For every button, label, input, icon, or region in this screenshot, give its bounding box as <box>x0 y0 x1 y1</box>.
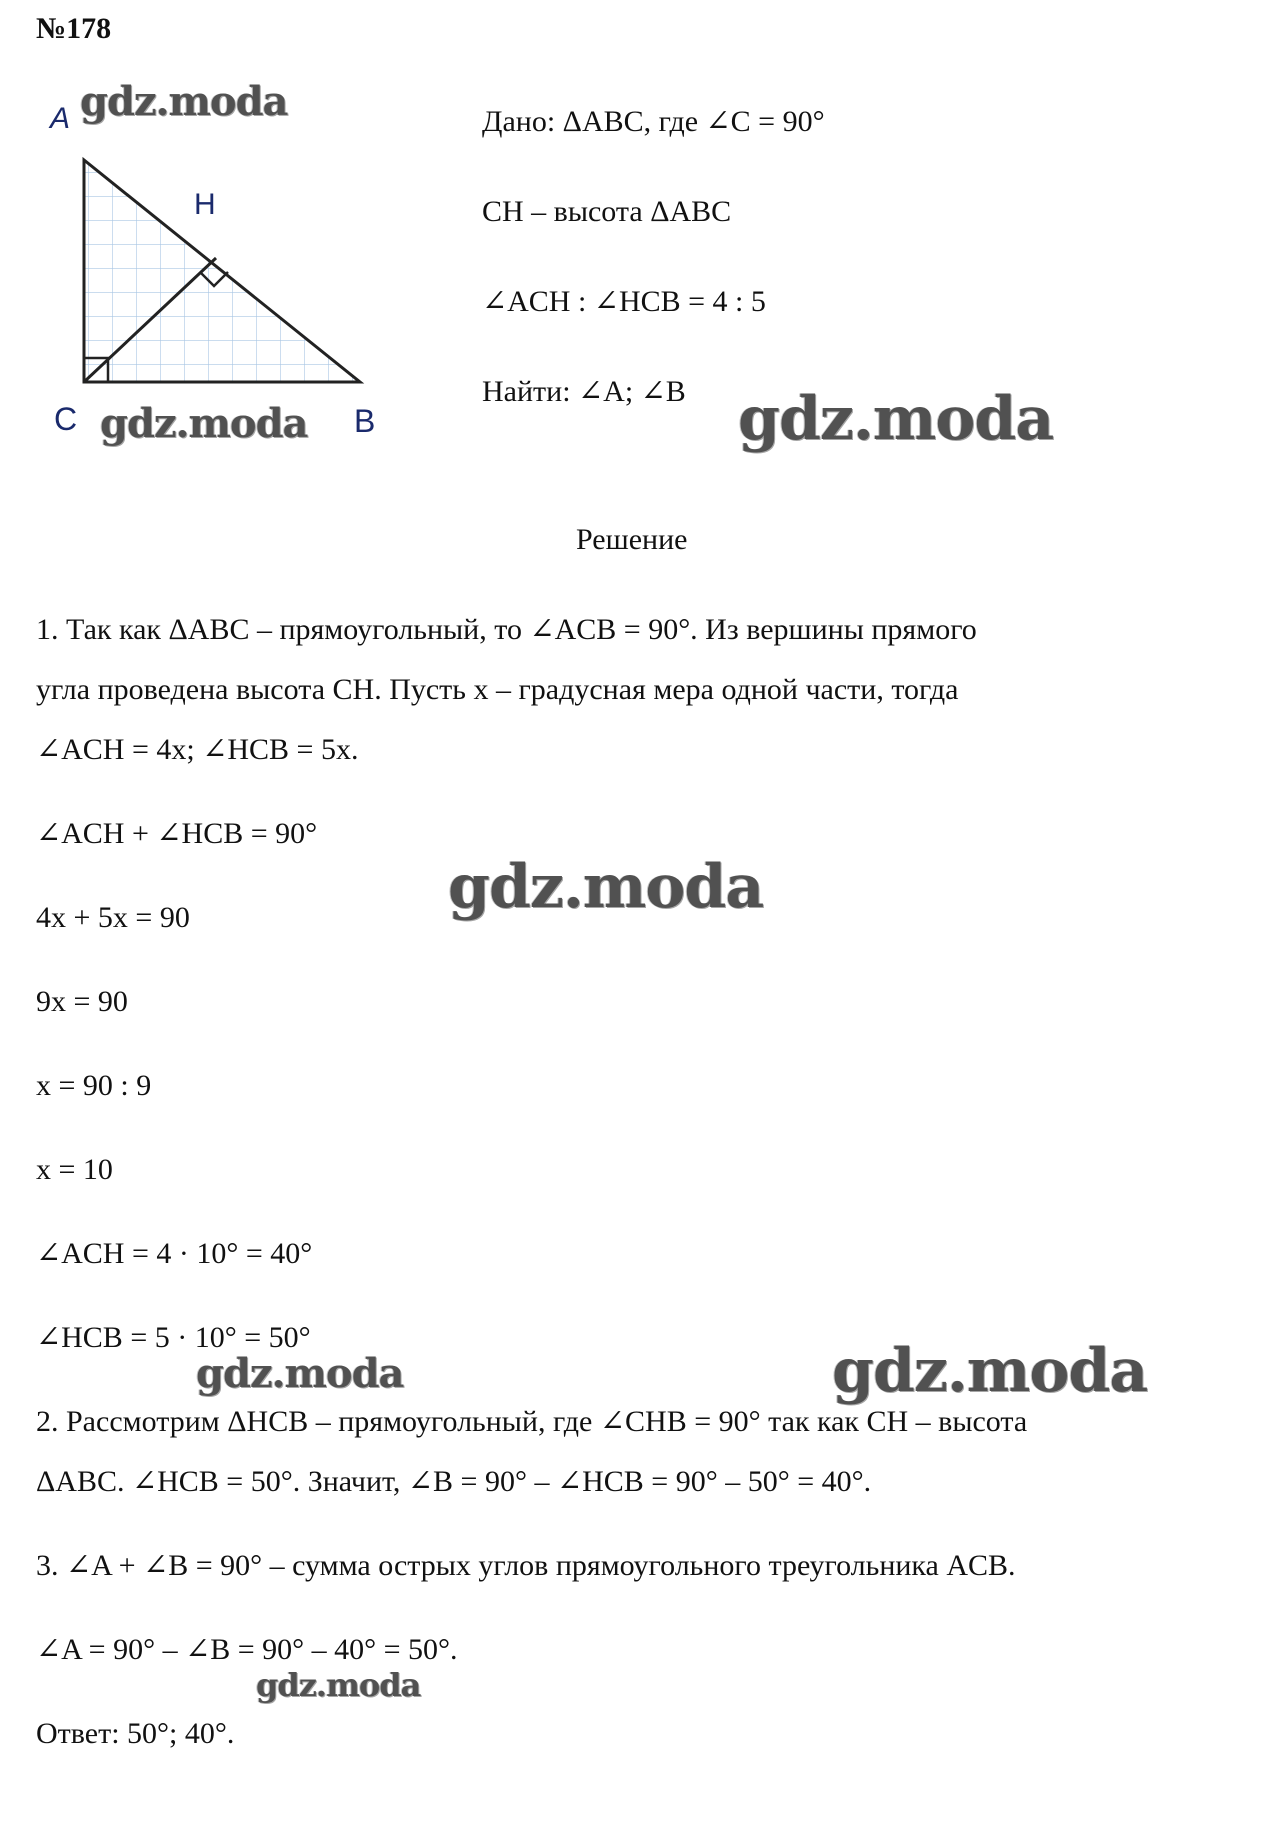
watermark: gdz.moda <box>448 852 764 922</box>
watermark: gdz.moda <box>832 1336 1148 1406</box>
step-line-7: x = 90 : 9 <box>36 1069 152 1102</box>
watermark: gdz.moda <box>196 1350 404 1397</box>
given-line-1: Дано: ΔABC, где ∠C = 90° <box>482 105 825 138</box>
step-line-9: ∠ACH = 4 · 10° = 40° <box>36 1237 313 1270</box>
step-line-12: ΔABC. ∠HCB = 50°. Значит, ∠B = 90° – ∠HCB = 90° – 50° = 40°. <box>36 1465 872 1498</box>
step-line-14: ∠A = 90° – ∠B = 90° – 40° = 50°. <box>36 1633 458 1666</box>
label-b: B <box>354 403 376 439</box>
step-line-11: 2. Рассмотрим ΔHCB – прямоугольный, где ∠CHB = 90° так как CH – высота <box>36 1405 1028 1438</box>
step-line-8: x = 10 <box>36 1153 113 1186</box>
watermark: gdz.moda <box>738 384 1054 454</box>
watermark: gdz.moda <box>80 78 288 125</box>
step-line-5: 4x + 5x = 90 <box>36 901 190 934</box>
watermark: gdz.moda <box>100 400 308 447</box>
label-c: C <box>54 401 78 437</box>
given-line-4: Найти: ∠A; ∠B <box>482 375 686 408</box>
step-line-1: 1. Так как ΔABC – прямоугольный, то ∠ACB = 90°. Из вершины прямого <box>36 613 977 646</box>
solution-title: Решение <box>576 523 688 556</box>
step-line-6: 9x = 90 <box>36 985 128 1018</box>
watermark: gdz.moda <box>256 1666 421 1704</box>
label-h: H <box>194 188 216 221</box>
label-a: A <box>50 102 71 135</box>
step-line-13: 3. ∠A + ∠B = 90° – сумма острых углов прямоугольного треугольника ACB. <box>36 1549 1016 1582</box>
step-line-3: ∠ACH = 4x; ∠HCB = 5x. <box>36 733 359 766</box>
given-line-3: ∠ACH : ∠HCB = 4 : 5 <box>482 285 766 318</box>
answer-line: Ответ: 50°; 40°. <box>36 1717 235 1750</box>
given-line-2: CH – высота ΔABC <box>482 195 732 228</box>
step-line-4: ∠ACH + ∠HCB = 90° <box>36 817 318 850</box>
problem-number: №178 <box>36 12 112 45</box>
step-line-10: ∠HCB = 5 · 10° = 50° <box>36 1321 311 1354</box>
step-line-2: угла проведена высота CH. Пусть x – градусная мера одной части, тогда <box>36 673 959 706</box>
